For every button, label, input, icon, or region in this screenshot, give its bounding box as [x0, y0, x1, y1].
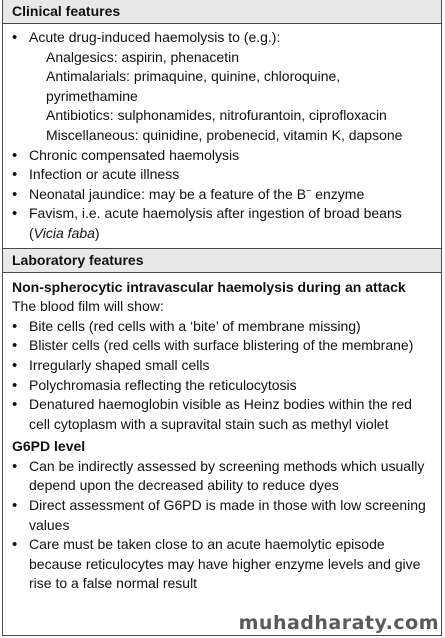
jaundice-end: enzyme	[311, 185, 365, 202]
drug-line-analgesics: Analgesics: aspirin, phenacetin	[46, 48, 240, 65]
list-item: • Care must be taken close to an acute haemolytic episode because reticulocytes may have higher enzyme levels and give rise to a false normal result	[12, 535, 433, 594]
jaundice-text: Neonatal jaundice: may be a feature of the B	[29, 185, 307, 202]
list-item-neonatal-jaundice	[12, 185, 433, 205]
list-item-drug-haemolysis	[12, 28, 433, 146]
list-item: • Bite cells (red cells with a ‘bite’ of membrane missing)	[12, 317, 433, 337]
list-item: • Direct assessment of G6PD is made in those with low screening values	[12, 496, 433, 535]
drug-line-antibiotics: Antibiotics: sulphonamides, nitrofurantoin, ciprofloxacin	[46, 107, 387, 124]
list-item: • Chronic compensated haemolysis	[12, 146, 433, 166]
drug-line-antimalarials: Antimalarials: primaquine, quinine, chloroquine,	[46, 68, 341, 85]
subheading-g6pd: G6PD level	[12, 438, 86, 455]
info-card	[2, 0, 442, 636]
clinical-features-header: Clinical features	[3, 0, 441, 24]
subheading-haemolysis: Non-spherocytic intravascular haemolysis during an attack	[12, 278, 406, 295]
laboratory-features-header: Laboratory features	[3, 248, 441, 273]
clinical-list	[12, 28, 433, 244]
laboratory-features-body	[3, 273, 441, 595]
drug-line-miscellaneous: Miscellaneous: quinidine, probenecid, vitamin K, dapsone	[46, 126, 403, 143]
favism-text: Favism, i.e. acute haemolysis after ingestion of broad beans (	[29, 205, 402, 241]
drug-intro: • Acute drug-induced haemolysis to (e.g.):	[29, 29, 281, 45]
list-item: • Blister cells (red cells with surface blistering of the membrane)	[12, 336, 433, 356]
clinical-features-body	[3, 24, 441, 244]
g6pd-list	[12, 457, 433, 594]
blood-film-intro: The blood film will show:	[12, 298, 164, 315]
list-item: • Infection or acute illness	[12, 165, 433, 185]
jaundice-superscript: −	[306, 185, 312, 196]
list-item: • Irregularly shaped small cells	[12, 356, 433, 376]
favism-species: Vicia faba	[33, 224, 95, 241]
list-item-favism	[12, 204, 433, 243]
list-item: • Denatured haemoglobin visible as Heinz bodies within the red cell cytoplasm with a supravital stain such as methyl violet	[12, 395, 433, 434]
watermark-text: muhadharaty.com	[238, 612, 439, 634]
list-item: • Polychromasia reflecting the reticulocytosis	[12, 376, 433, 396]
drug-line-antimalarials-cont: pyrimethamine	[46, 87, 138, 104]
favism-end: )	[94, 224, 100, 241]
blood-film-list	[12, 317, 433, 435]
list-item: • Can be indirectly assessed by screening methods which usually depend upon the decreased ability to reduce dyes	[12, 457, 433, 496]
